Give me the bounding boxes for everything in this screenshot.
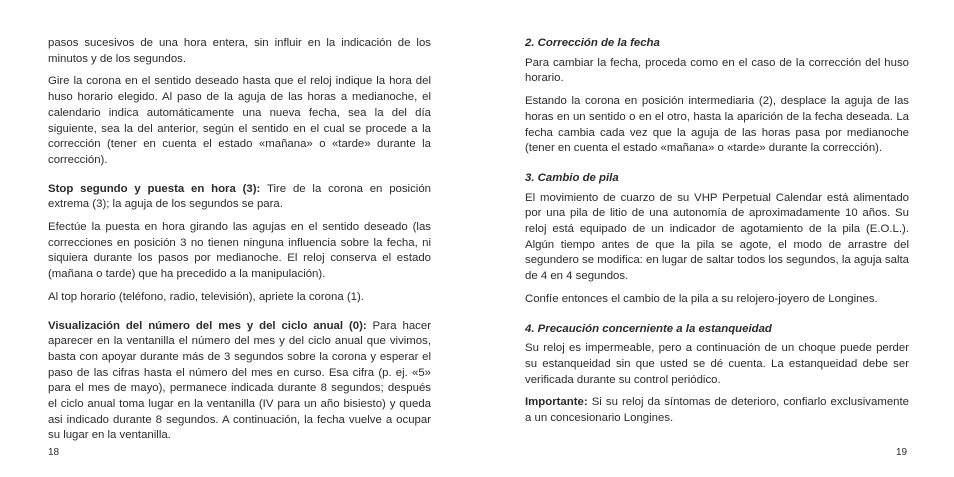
left-page [48,36,431,451]
page-number-left: 18 [48,447,60,458]
paragraph-time-signal: Al top horario (teléfono, radio, televisión), apriete la corona (1). [48,290,364,303]
paragraph-important [525,395,909,426]
right-page [525,36,909,434]
paragraph-turn-crown: Gire la corona en el sentido deseado hasta que el reloj indique la hora del huso horario elegido. Al paso de la aguja de las horas a medianoche, el calendario indica automáticamente una nueva fecha, sea la del día siguiente, sea la del anterior, según el sentido en el cual se procede a la corrección (tener en cuenta el estado «mañana» o «tarde» durante la corrección). [48,75,431,166]
paragraph-time-setting: Efectúe la puesta en hora girando las agujas en el sentido deseado (las correcciones en posición 3 no tienen ninguna influencia sobre la fecha, ni siquiera durante los pasos por medianoche. El reloj conserva el estado (mañana o tarde) que ha precedido a la manipulación). [48,221,431,281]
section-heading-battery: 3. Cambio de pila [525,171,619,184]
paragraph-battery-change: Confíe entonces el cambio de la pila a su relojero-joyero de Longines. [525,292,878,305]
paragraph-water-resistance: Su reloj es impermeable, pero a continuación de un choque puede perder su estanqueidad sin que usted se dé cuenta. La estanqueidad debe ser verificada durante su control periódico. [525,342,909,386]
important-heading: Importante: [525,396,588,409]
section-heading-date-correction: 2. Corrección de la fecha [525,37,660,49]
paragraph-date-change: Para cambiar la fecha, proceda como en el caso de la corrección del huso horario. [525,56,909,85]
month-display-text: Para hacer aparecer en la ventanilla el número del mes y del ciclo anual que vivimos, basta con apoyar durante más de 3 segundos sobre la corona y esperar el paso de las cifras hasta el número del mes en curso. Esa cifra (p. ej. «5» para el mes de mayo), permanece indicada durante 8 segundos; después el ciclo anual toma lugar en la ventanilla (IV para un año bisiesto) y queda asi indicado durante 8 segundos. A continuación, la fecha vuelve a ocupar su lugar en la ventanilla. [48,319,432,442]
paragraph-intermediate-position: Estando la corona en posición intermediaria (2), desplace la aguja de las horas en un sentido o en el otro, hasta la aparición de la fecha deseada. La fecha cambia cada vez que la aguja de las horas pasa por medianoche (tener en cuenta el estado «mañana» o «tarde» durante la corrección). [525,95,909,155]
paragraph-stop-seconds [48,182,431,213]
paragraph-month-display [48,319,431,445]
stop-seconds-text: Tire de la corona en posición extrema (3); la aguja de los segundos se para. [48,182,431,211]
page-number-right: 19 [896,447,908,458]
month-display-heading: Visualización del número del mes y del ciclo anual (0): [48,319,367,332]
stop-seconds-heading: Stop segundo y puesta en hora (3): [48,182,261,195]
paragraph-quartz-battery: El movimiento de cuarzo de su VHP Perpetual Calendar está alimentado por una pila de litio de una autonomía de aproximadamente 10 años. Su reloj está equipado de un indicador de agotamiento de la pila (E.O.L.). Algún tiempo antes de que la pila se agote, el modo de arrastre del segundero se modifica: en lugar de saltar todos los segundos, la aguja salta de 4 en 4 segundos. [525,191,909,283]
paragraph-hour-steps: pasos sucesivos de una hora entera, sin influir en la indicación de los minutos y de los segundos. [48,37,431,65]
section-heading-water-resistance: 4. Precaución concerniente a la estanqueidad [525,322,772,335]
important-text: Si su reloj da síntomas de deterioro, confiarlo exclusivamente a un concesionario Longines. [525,396,909,425]
